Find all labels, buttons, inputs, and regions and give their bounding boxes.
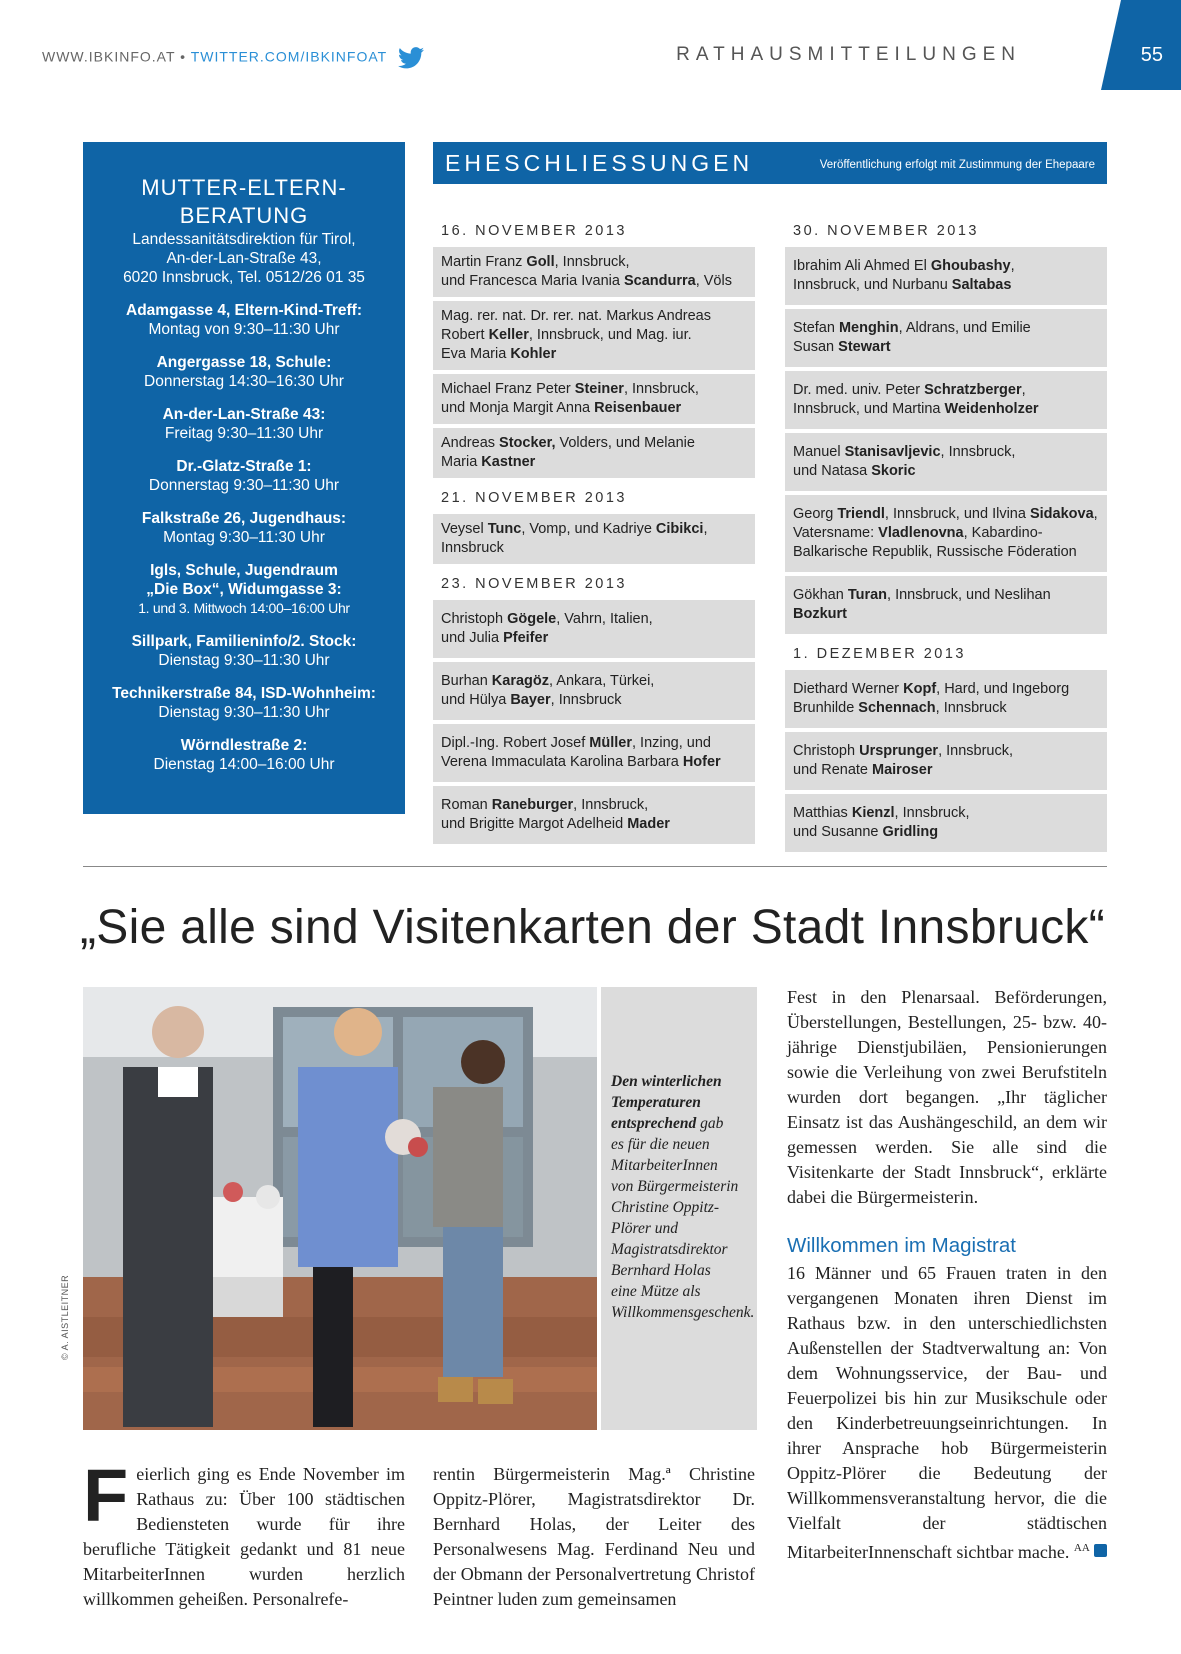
date-heading: 30. NOVEMBER 2013 xyxy=(793,223,979,239)
beratung-location: Igls, Schule, Jugendraum „Die Box“, Widumgasse 3: 1. und 3. Mittwoch 14:00–16:00 Uhr xyxy=(138,562,350,616)
marriage-entry: Diethard Werner Kopf, Hard, und Ingeborg Brunhilde Schennach, Innsbruck xyxy=(785,670,1107,728)
photo-credit: © A. AISTLEITNER xyxy=(60,1274,70,1360)
section-title: RATHAUSMITTEILUNGEN xyxy=(676,44,1021,65)
beratung-address: Landessanitätsdirektion für Tirol, An-der-Lan-Straße 43, 6020 Innsbruck, Tel. 0512/26 01 35 xyxy=(123,231,365,286)
marriage-entry: Roman Raneburger, Innsbruck, und Brigitte Margot Adelheid Mader xyxy=(433,786,755,844)
marriage-entry: Dipl.-Ing. Robert Josef Müller, Inzing, und Verena Immaculata Karolina Barbara Hofer xyxy=(433,724,755,782)
author-signature: AA xyxy=(1073,1542,1090,1554)
article-column-1: Feierlich ging es Ende November im Rathaus zu: Über 100 städtischen Bediensteten wurde für ihre berufliche Tätigkeit gedankt und 81 neue MitarbeiterInnen wurden herzlich willkommen geheißen. Personalrefe- xyxy=(83,1454,405,1609)
eheschliessungen-note: Veröffentlichung erfolgt mit Zustimmung der Ehepaare xyxy=(819,159,1095,171)
marriages-right-column xyxy=(785,213,1107,856)
marriage-entry: Georg Triendl, Innsbruck, und Ilvina Sidakova, Vatersname: Vladlenovna, Kabardino- Balkarische Republik, Russische Föderation xyxy=(785,495,1107,572)
marriage-entry: Dr. med. univ. Peter Schratzberger, Innsbruck, und Martina Weidenholzer xyxy=(785,371,1107,429)
beratung-location: Wörndlestraße 2: Dienstag 14:00–16:00 Uhr xyxy=(153,737,335,773)
marriage-entry: Christoph Ursprunger, Innsbruck, und Renate Mairoser xyxy=(785,732,1107,790)
marriage-entry: Andreas Stocker, Volders, und Melanie Maria Kastner xyxy=(433,428,755,478)
marriage-entry: Ibrahim Ali Ahmed El Ghoubashy, Innsbruck, und Nurbanu Saltabas xyxy=(785,247,1107,305)
section-divider xyxy=(83,866,1107,867)
marriage-entry: Stefan Menghin, Aldrans, und Emilie Susan Stewart xyxy=(785,309,1107,367)
beratung-title: MUTTER-ELTERN- BERATUNG xyxy=(141,175,347,228)
article-headline: „Sie alle sind Visitenkarten der Stadt Innsbruck“ xyxy=(80,901,1105,954)
beratung-location: Falkstraße 26, Jugendhaus: Montag 9:30–11:30 Uhr xyxy=(141,510,347,546)
marriage-entry: Gökhan Turan, Innsbruck, und Neslihan Bozkurt xyxy=(785,576,1107,634)
article-column-2: rentin Bürgermeisterin Mag.ª Christine Oppitz-Plörer, Magistratsdirektor Dr. Bernhard Holas, der Leiter des Personalwesens Mag. Ferdinand Neu und der Obmann der Personalvertretung Christof Peintner luden zum gemeinsamen xyxy=(433,1464,755,1609)
beratung-location: Angergasse 18, Schule: Donnerstag 14:30–16:30 Uhr xyxy=(144,354,344,390)
marriage-entry: Burhan Karagöz, Ankara, Türkei, und Hülya Bayer, Innsbruck xyxy=(433,662,755,720)
date-heading: 23. NOVEMBER 2013 xyxy=(441,576,627,592)
beratung-location: An-der-Lan-Straße 43: Freitag 9:30–11:30 Uhr xyxy=(162,406,326,442)
marriage-entry: Mag. rer. nat. Dr. rer. nat. Markus Andreas Robert Keller, Innsbruck, und Mag. iur. Eva Maria Kohler xyxy=(433,301,755,370)
article-photo xyxy=(83,987,597,1430)
article-subhead: Willkommen im Magistrat xyxy=(787,1234,1016,1257)
beratung-location: Technikerstraße 84, ISD-Wohnheim: Dienstag 9:30–11:30 Uhr xyxy=(112,685,376,721)
header-separator: • xyxy=(175,48,191,65)
site-link[interactable]: WWW.IBKINFO.AT xyxy=(42,48,176,65)
twitter-link[interactable]: TWITTER.COM/IBKINFOAT xyxy=(190,48,387,65)
marriage-entry: Christoph Gögele, Vahrn, Italien, und Julia Pfeifer xyxy=(433,600,755,658)
beratung-location: Sillpark, Familieninfo/2. Stock: Dienstag 9:30–11:30 Uhr xyxy=(131,633,357,669)
date-heading: 1. DEZEMBER 2013 xyxy=(793,646,966,662)
beratung-location: Dr.-Glatz-Straße 1: Donnerstag 9:30–11:30 Uhr xyxy=(148,458,340,494)
photo-caption: Den winterlichen Temperaturen entsprechend gab es für die neuen MitarbeiterInnen von Bürgermeisterin Christine Oppitz-Plörer und Magistratsdirektor Bernhard Holas eine Mütze als Willkommensgeschenk. xyxy=(611,1073,755,1321)
date-heading: 16. NOVEMBER 2013 xyxy=(441,223,627,239)
marriage-entry: Michael Franz Peter Steiner, Innsbruck, und Monja Margit Anna Reisenbauer xyxy=(433,374,755,424)
marriage-entry: Veysel Tunc, Vomp, und Kadriye Cibikci, Innsbruck xyxy=(433,514,755,564)
beratung-location: Adamgasse 4, Eltern-Kind-Treff: Montag von 9:30–11:30 Uhr xyxy=(126,302,362,338)
header-links xyxy=(42,47,424,69)
marriages-left-column xyxy=(433,213,755,848)
beratung-box xyxy=(83,142,405,814)
marriage-entry: Matthias Kienzl, Innsbruck, und Susanne Gridling xyxy=(785,794,1107,852)
photo-caption-box xyxy=(601,987,757,1430)
eheschliessungen-title: EHESCHLIESSUNGEN xyxy=(445,150,754,176)
page-number: 55 xyxy=(1140,44,1163,66)
article-column-3: Fest in den Plenarsaal. Beförderungen, Überstellungen, Bestellungen, 25- bzw. 40-jährige Dienstjubiläen, Pensionierungen sowie die Verleihung von zwei Berufstiteln wurden dort begangen. „Ihr täglicher Einsatz ist das Aushängeschild, an dem wir gemessen werden. Sie alle sind die Visitenkarte der Stadt Innsbruck“, erklärte dabei die Bürgermeisterin. Willkommen im Magistrat 16 Männer und 65 Frauen traten in den vergangenen Monaten ihren Dienst im Rathaus bzw. in den unterschiedlichsten Außenstellen der Stadtverwaltung an: Von dem Wohnungsservice, der Bau- und Feuerpolizei bis hin zur Musikschule oder den Kinderbetreuungseinrichtungen. In ihrer Ansprache hob Bürgermeisterin Oppitz-Plörer die Bedeutung der Willkommensveranstaltung hervor, die die Vielfalt der städtischen MitarbeiterInnenschaft sichtbar mache. $^{AA}$ xyxy=(787,987,1107,1562)
twitter-bird-icon[interactable] xyxy=(398,47,424,69)
marriage-entry: Martin Franz Goll, Innsbruck, und Francesca Maria Ivania Scandurra, Völs xyxy=(433,247,755,297)
end-mark xyxy=(1094,1544,1107,1557)
marriage-entry: Manuel Stanisavljevic, Innsbruck, und Natasa Skoric xyxy=(785,433,1107,491)
drop-cap: F xyxy=(83,1454,129,1537)
eheschliessungen-header xyxy=(433,142,1107,184)
date-heading: 21. NOVEMBER 2013 xyxy=(441,490,627,506)
